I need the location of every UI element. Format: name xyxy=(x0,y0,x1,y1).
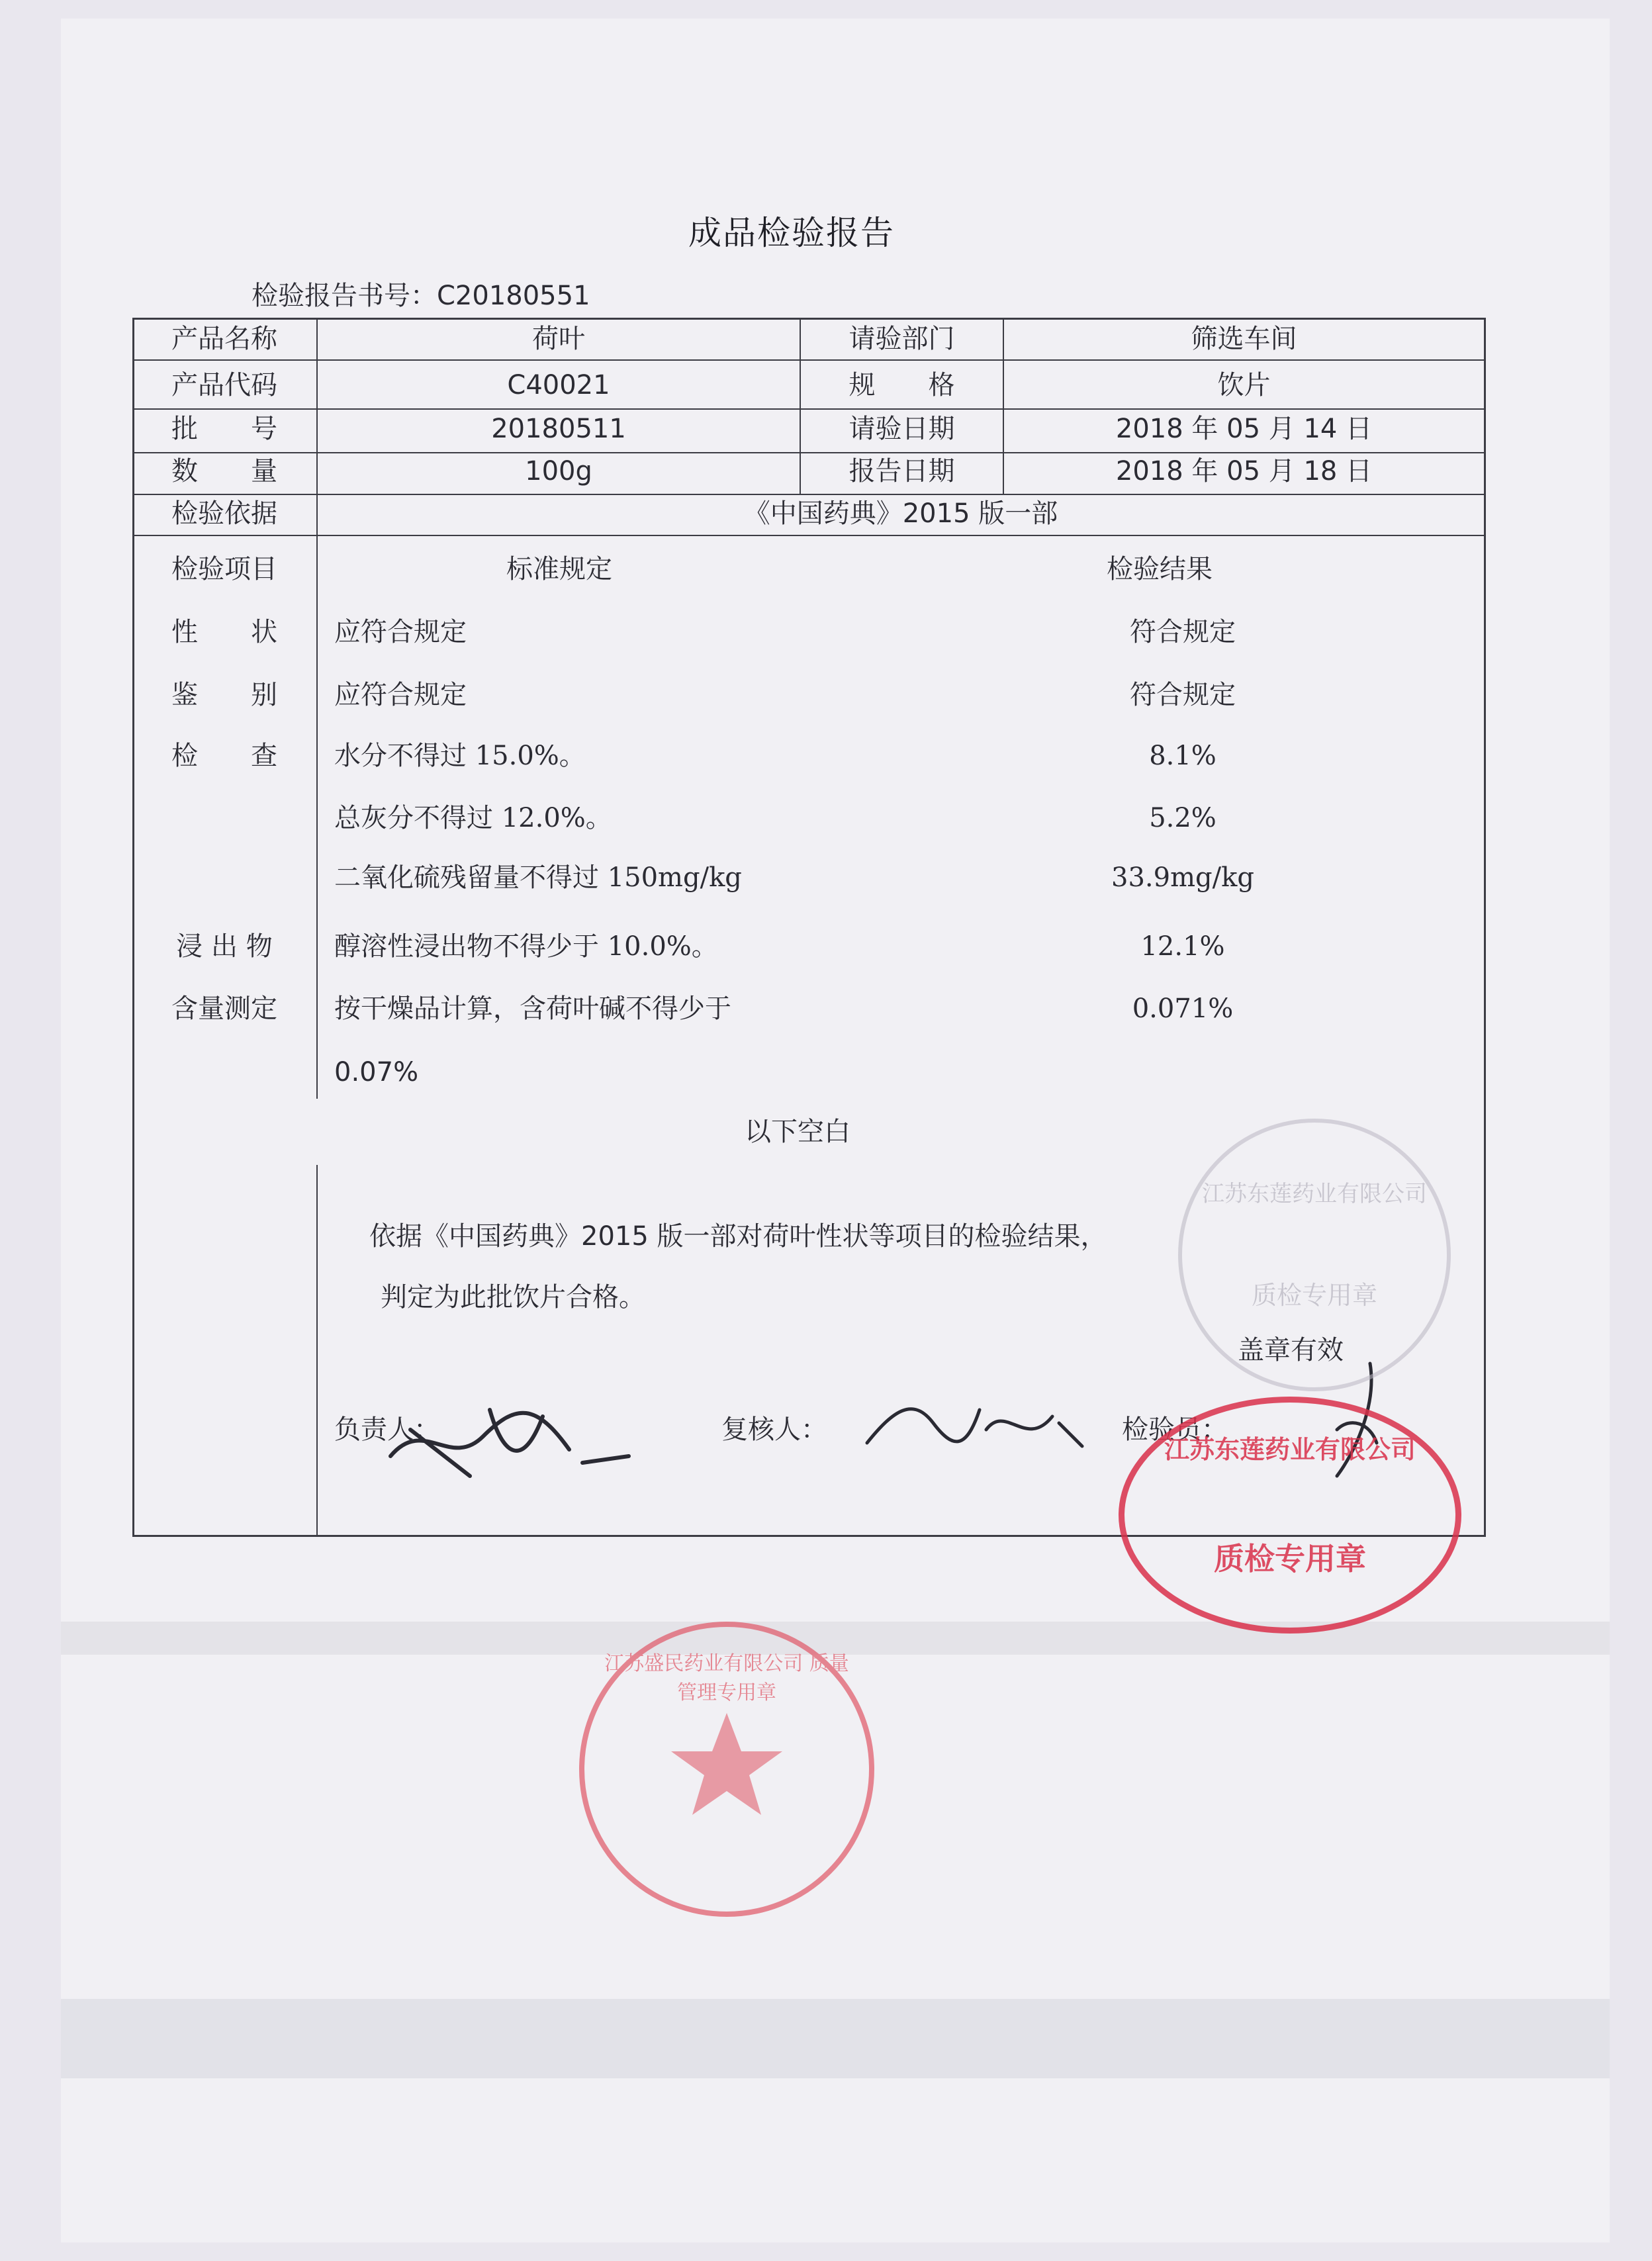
label-product-code: 产品代码 xyxy=(171,370,277,400)
test-item: 鉴 别 xyxy=(171,680,277,710)
test-standard: 应符合规定 xyxy=(334,680,467,710)
company-round-stamp: 江苏盛民药业有限公司 质量管理专用章 xyxy=(579,1622,874,1917)
value-basis: 《中国药典》2015 版一部 xyxy=(743,498,1058,529)
report-number: 检验报告书号：C20180551 xyxy=(252,281,590,311)
label-request-dept: 请验部门 xyxy=(849,324,955,354)
test-result: 0.071% xyxy=(1132,993,1234,1024)
inspector-label: 检验员： xyxy=(1122,1414,1228,1445)
label-request-date: 请验日期 xyxy=(849,414,955,444)
test-result: 符合规定 xyxy=(1130,680,1236,710)
reviewer-signature xyxy=(854,1383,1092,1463)
value-product-code: C40021 xyxy=(507,370,610,400)
label-spec: 规 格 xyxy=(849,370,955,400)
test-standard: 应符合规定 xyxy=(334,617,467,647)
test-result: 符合规定 xyxy=(1130,617,1236,647)
value-product-name: 荷叶 xyxy=(532,324,585,354)
value-batch: 20180511 xyxy=(491,414,626,444)
test-result: 33.9mg/kg xyxy=(1111,862,1254,893)
value-spec: 饮片 xyxy=(1217,370,1271,400)
test-item: 含量测定 xyxy=(171,993,277,1024)
header-item: 检验项目 xyxy=(171,554,277,584)
value-quantity: 100g xyxy=(525,456,592,486)
reviewer-label: 复核人： xyxy=(721,1414,827,1445)
label-basis: 检验依据 xyxy=(171,498,277,529)
label-report-date: 报告日期 xyxy=(849,456,955,486)
red-qc-stamp: 江苏东莲药业有限公司 质检专用章 xyxy=(1119,1397,1461,1634)
test-standard: 总灰分不得过 12.0%。 xyxy=(334,803,612,833)
faint-stamp: 江苏东莲药业有限公司 质检专用章 xyxy=(1178,1119,1451,1391)
header-result: 检验结果 xyxy=(1107,554,1213,584)
value-request-date: 2018 年 05 月 14 日 xyxy=(1115,414,1373,444)
responsible-signature xyxy=(371,1377,662,1496)
responsible-label: 负责人： xyxy=(334,1414,440,1445)
test-standard: 水分不得过 15.0%。 xyxy=(334,741,586,771)
star-icon xyxy=(667,1706,786,1825)
scan-band xyxy=(61,1999,1610,2078)
test-standard: 醇溶性浸出物不得少于 10.0%。 xyxy=(334,931,718,962)
test-standard: 二氧化硫残留量不得过 150mg/kg xyxy=(334,862,742,893)
value-report-date: 2018 年 05 月 18 日 xyxy=(1115,456,1373,486)
label-quantity: 数 量 xyxy=(171,456,277,486)
header-standard: 标准规定 xyxy=(506,554,612,584)
test-item: 浸 出 物 xyxy=(176,931,273,962)
test-result: 8.1% xyxy=(1149,741,1216,771)
conclusion-line-2: 判定为此批饮片合格。 xyxy=(381,1282,645,1313)
conclusion-line-1: 依据《中国药典》2015 版一部对荷叶性状等项目的检验结果， xyxy=(369,1221,1107,1252)
report-title: 成品检验报告 xyxy=(688,214,895,252)
label-product-name: 产品名称 xyxy=(171,324,277,354)
test-item: 检 查 xyxy=(171,741,277,771)
label-batch: 批 号 xyxy=(171,414,277,444)
test-standard: 按干燥品计算，含荷叶碱不得少于 xyxy=(334,993,731,1024)
seal-valid-note: 盖章有效 xyxy=(1238,1335,1344,1365)
test-item: 性 状 xyxy=(171,617,277,647)
test-result: 12.1% xyxy=(1140,931,1225,962)
value-request-dept: 筛选车间 xyxy=(1191,324,1297,354)
blank-note: 以下空白 xyxy=(745,1117,850,1147)
standard-continuation: 0.07% xyxy=(334,1057,419,1087)
test-result: 5.2% xyxy=(1149,803,1216,833)
